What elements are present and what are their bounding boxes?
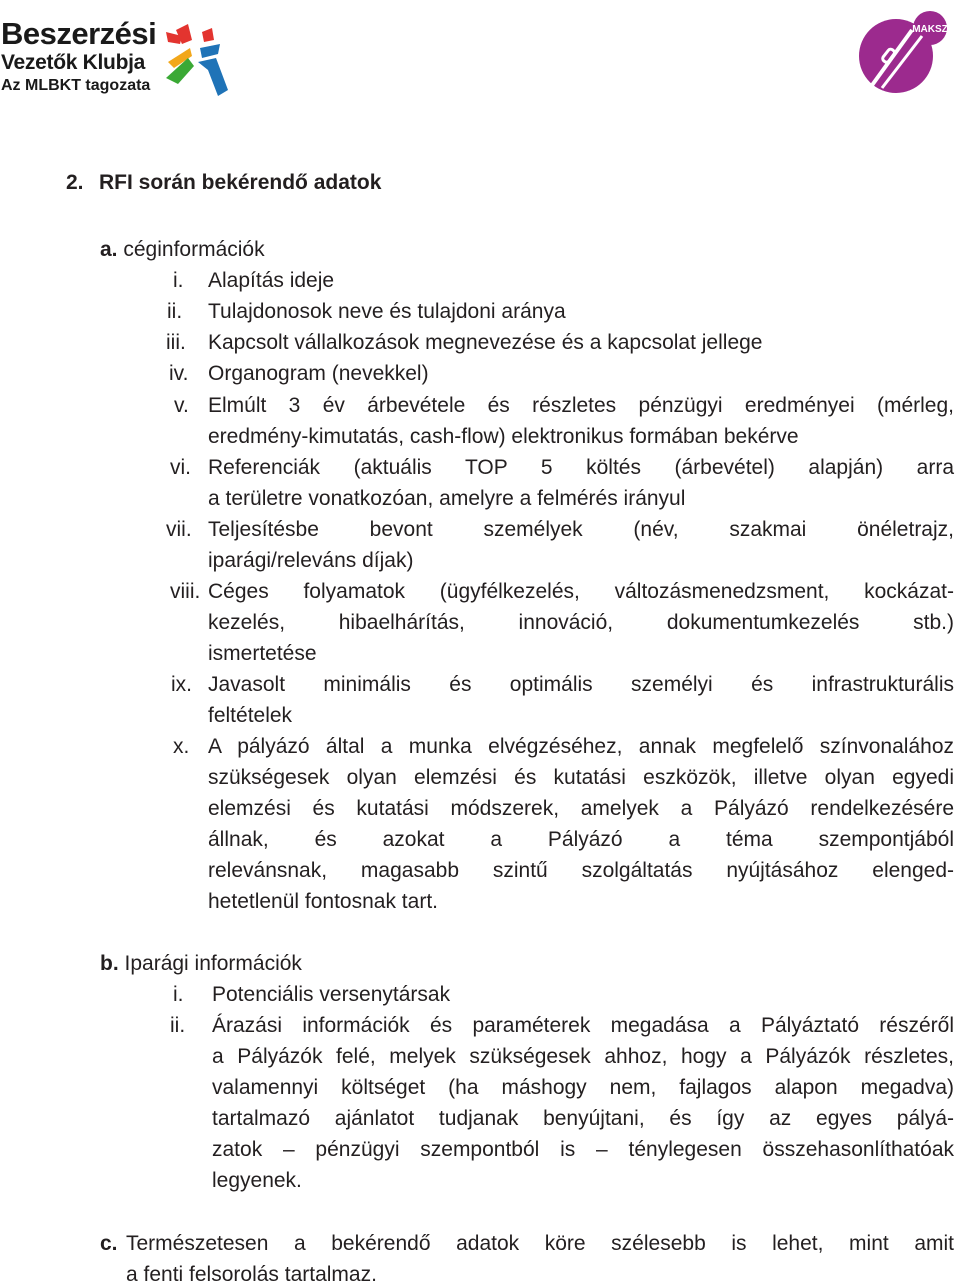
a-item-ix-num: ix.	[171, 673, 192, 696]
a-item-vi-line-2: a területre vonatkozóan, amelyre a felmérés irányul	[208, 487, 686, 510]
b-item-ii-line-6: legyenek.	[212, 1169, 302, 1192]
a-item-iii-text: Kapcsolt vállalkozások megnevezése és a kapcsolat jellege	[208, 331, 763, 354]
a-item-vi-line-1: Referenciák (aktuális TOP 5 költés (árbevétel) alapján) arra	[208, 456, 954, 479]
section-number: 2.	[66, 171, 84, 194]
a-item-viii-line-1: Céges folyamatok (ügyfélkezelés, változásmenedzsment, kockázat-	[208, 580, 954, 603]
subsection-b-heading	[100, 948, 302, 979]
a-item-x-line-3: elemzési és kutatási módszerek, amelyek a Pályázó rendelkezésére	[208, 797, 954, 820]
a-item-x-line-6: hetetlenül fontosnak tart.	[208, 890, 438, 913]
logo-line-1: Beszerzési	[1, 16, 157, 51]
b-item-ii-line-2: a Pályázók felé, melyek szükségesek ahhoz, hogy a Pályázók részletes,	[212, 1045, 954, 1068]
a-item-vi-num: vi.	[170, 456, 191, 479]
a-item-ix-line-2: feltételek	[208, 704, 293, 727]
b-item-ii-num: ii.	[170, 1014, 186, 1037]
a-item-vii-line-1: Teljesítésbe bevont személyek (név, szakmai önéletrajz,	[208, 518, 954, 541]
a-item-i-num: i.	[173, 269, 184, 292]
a-item-vii-line-2: iparági/releváns díjak)	[208, 549, 414, 572]
logo-line-3: Az MLBKT tagozata	[1, 77, 151, 94]
subsection-a-letter: a.	[100, 238, 118, 261]
a-item-x-line-4: állnak, és azokat a Pályázó a téma szempontjából	[208, 828, 954, 851]
b-item-ii-line-4: tartalmazó ajánlatot tudjanak benyújtani, és így az egyes pályá-	[212, 1107, 954, 1130]
a-item-iv-text: Organogram (nevekkel)	[208, 362, 429, 385]
a-item-ii-num: ii.	[167, 300, 183, 323]
maksz-logo	[852, 8, 960, 98]
b-item-ii-line-1: Árazási információk és paraméterek megadása a Pályáztató részéről	[212, 1014, 954, 1037]
subsection-a-title: céginformációk	[123, 238, 265, 261]
arrows-cluster-icon	[158, 18, 238, 102]
a-item-iii-num: iii.	[166, 331, 186, 354]
logo-line-2: Vezetők Klubja	[1, 51, 146, 74]
a-item-vii-num: vii.	[166, 518, 192, 541]
b-item-ii-line-5: zatok – pénzügyi szempontból is – ténylegesen összehasonlíthatóak	[212, 1138, 954, 1161]
beszerzesi-vezetok-klubja-logo	[0, 14, 240, 100]
section-title: RFI során bekérendő adatok	[99, 171, 382, 194]
maksz-logo-text: MAKSZ	[912, 24, 948, 35]
a-item-i-text: Alapítás ideje	[208, 269, 335, 292]
a-item-v-line-1: Elmúlt 3 év árbevétele és részletes pénzügyi eredményei (mérleg,	[208, 394, 954, 417]
b-item-i-text: Potenciális versenytársak	[212, 983, 451, 1006]
a-item-iv-num: iv.	[169, 362, 189, 385]
subsection-b-title: Iparági információk	[124, 952, 302, 975]
a-item-ix-line-1: Javasolt minimális és optimális személyi és infrastrukturális	[208, 673, 954, 696]
a-item-x-line-5: relevánsnak, magasabb szintű szolgáltatás nyújtásához elenged-	[208, 859, 954, 882]
subsection-c-letter: c.	[100, 1232, 118, 1255]
a-item-x-num: x.	[173, 735, 190, 758]
a-item-viii-line-2: kezelés, hibaelhárítás, innováció, dokumentumkezelés stb.)	[208, 611, 954, 634]
subsection-b-letter: b.	[100, 952, 119, 975]
b-item-i-num: i.	[173, 983, 184, 1006]
b-item-ii-line-3: valamennyi költséget (ha máshogy nem, fajlagos alapon megadva)	[212, 1076, 954, 1099]
a-item-ii-text: Tulajdonosok neve és tulajdoni aránya	[208, 300, 566, 323]
a-item-v-num: v.	[174, 394, 189, 417]
a-item-x-line-1: A pályázó által a munka elvégzéséhez, annak megfelelő színvonalához	[208, 735, 954, 758]
a-item-viii-line-3: ismertetése	[208, 642, 317, 665]
subsection-c-line-1: Természetesen a bekérendő adatok köre szélesebb is lehet, mint amit	[126, 1232, 954, 1255]
section-heading	[66, 171, 381, 195]
a-item-x-line-2: szükségesek olyan elemzési és kutatási eszközök, illetve olyan egyedi	[208, 766, 954, 789]
subsection-c-line-2: a fenti felsorolás tartalmaz.	[126, 1263, 377, 1283]
subsection-a-heading	[100, 234, 265, 265]
a-item-viii-num: viii.	[170, 580, 201, 603]
a-item-v-line-2: eredmény-kimutatás, cash-flow) elektronikus formában bekérve	[208, 425, 799, 448]
